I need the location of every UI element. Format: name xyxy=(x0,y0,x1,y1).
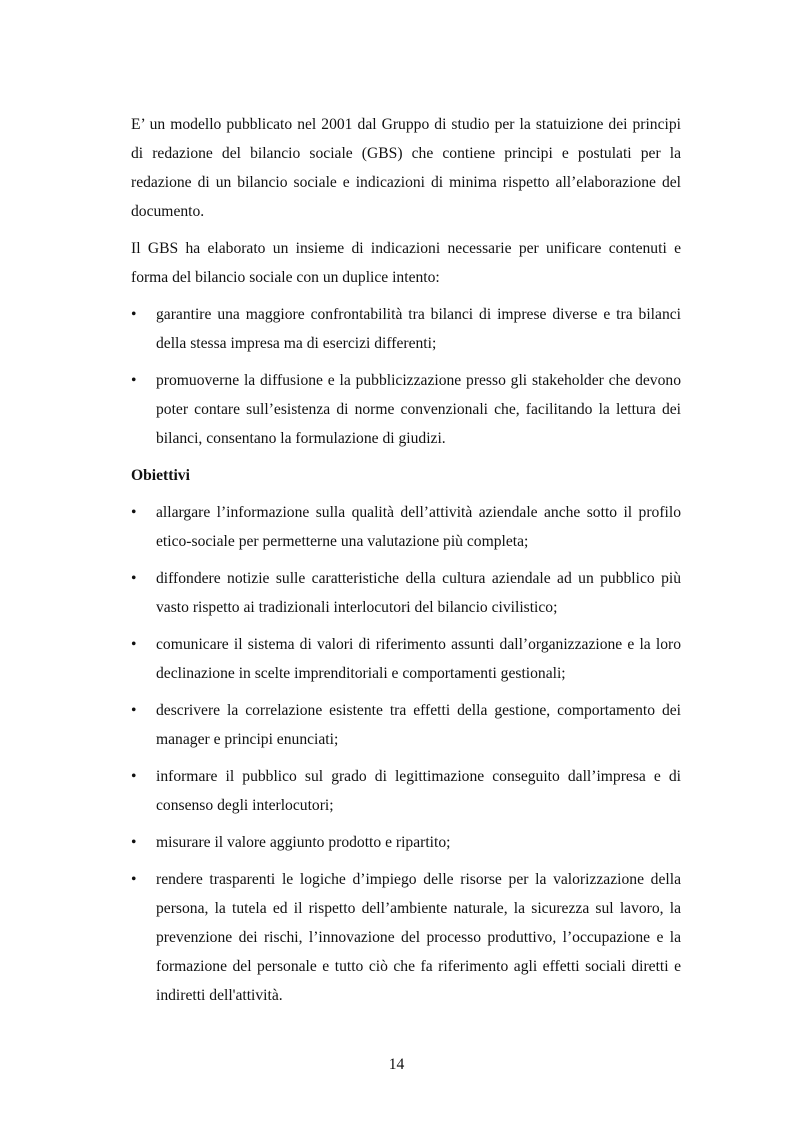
intents-list xyxy=(131,300,681,453)
list-item xyxy=(131,762,681,820)
bullet-icon: • xyxy=(131,372,137,389)
page-number: 14 xyxy=(388,1056,405,1073)
list-item-text: comunicare il sistema di valori di riferimento assunti dall’organizzazione e la loro declinazione in scelte imprenditoriali e comportamenti gestionali; xyxy=(156,636,681,682)
list-item xyxy=(131,498,681,556)
intro-paragraph-1: E’ un modello pubblicato nel 2001 dal Gruppo di studio per la statuizione dei principi di redazione del bilancio sociale (GBS) che contiene principi e postulati per la redazione di un bilancio sociale e indicazioni di minima rispetto all’elaborazione del documento. xyxy=(131,116,681,220)
list-item-text: informare il pubblico sul grado di legittimazione conseguito dall’impresa e di consenso degli interlocutori; xyxy=(156,768,681,814)
list-item xyxy=(131,564,681,622)
list-item-text: misurare il valore aggiunto prodotto e ripartito; xyxy=(156,834,451,851)
list-item xyxy=(131,300,681,358)
list-item-text: promuoverne la diffusione e la pubblicizzazione presso gli stakeholder che devono poter contare sull’esistenza di norme convenzionali che, facilitando la lettura dei bilanci, consentano la formulazione di giudizi. xyxy=(156,372,681,447)
bullet-icon: • xyxy=(131,636,137,653)
list-item xyxy=(131,366,681,453)
document-page xyxy=(131,110,681,1018)
list-item xyxy=(131,865,681,1010)
list-item-text: rendere trasparenti le logiche d’impiego delle risorse per la valorizzazione della persona, la tutela ed il rispetto dell’ambiente naturale, la sicurezza sul lavoro, la prevenzione dei rischi, l’innovazione del processo produttivo, l’occupazione e la formazione del personale e tutto ciò che fa riferimento agli effetti sociali diretti e indiretti dell'attività. xyxy=(156,871,681,1004)
bullet-icon: • xyxy=(131,702,137,719)
list-item-text: diffondere notizie sulle caratteristiche della cultura aziendale ad un pubblico più vasto rispetto ai tradizionali interlocutori del bilancio civilistico; xyxy=(156,570,681,616)
objectives-list xyxy=(131,498,681,1010)
list-item-text: descrivere la correlazione esistente tra effetti della gestione, comportamento dei manager e principi enunciati; xyxy=(156,702,681,748)
list-item xyxy=(131,630,681,688)
bullet-icon: • xyxy=(131,306,137,323)
intro-paragraph-2: Il GBS ha elaborato un insieme di indicazioni necessarie per unificare contenuti e forma del bilancio sociale con un duplice intento: xyxy=(131,240,681,286)
bullet-icon: • xyxy=(131,504,137,521)
bullet-icon: • xyxy=(131,768,137,785)
objectives-heading: Obiettivi xyxy=(131,467,190,484)
list-item xyxy=(131,696,681,754)
bullet-icon: • xyxy=(131,871,137,888)
list-item xyxy=(131,828,681,857)
list-item-text: garantire una maggiore confrontabilità tra bilanci di imprese diverse e tra bilanci della stessa impresa ma di esercizi differenti; xyxy=(156,306,681,352)
bullet-icon: • xyxy=(131,570,137,587)
bullet-icon: • xyxy=(131,834,137,851)
list-item-text: allargare l’informazione sulla qualità dell’attività aziendale anche sotto il profilo etico-sociale per permetterne una valutazione più completa; xyxy=(156,504,681,550)
